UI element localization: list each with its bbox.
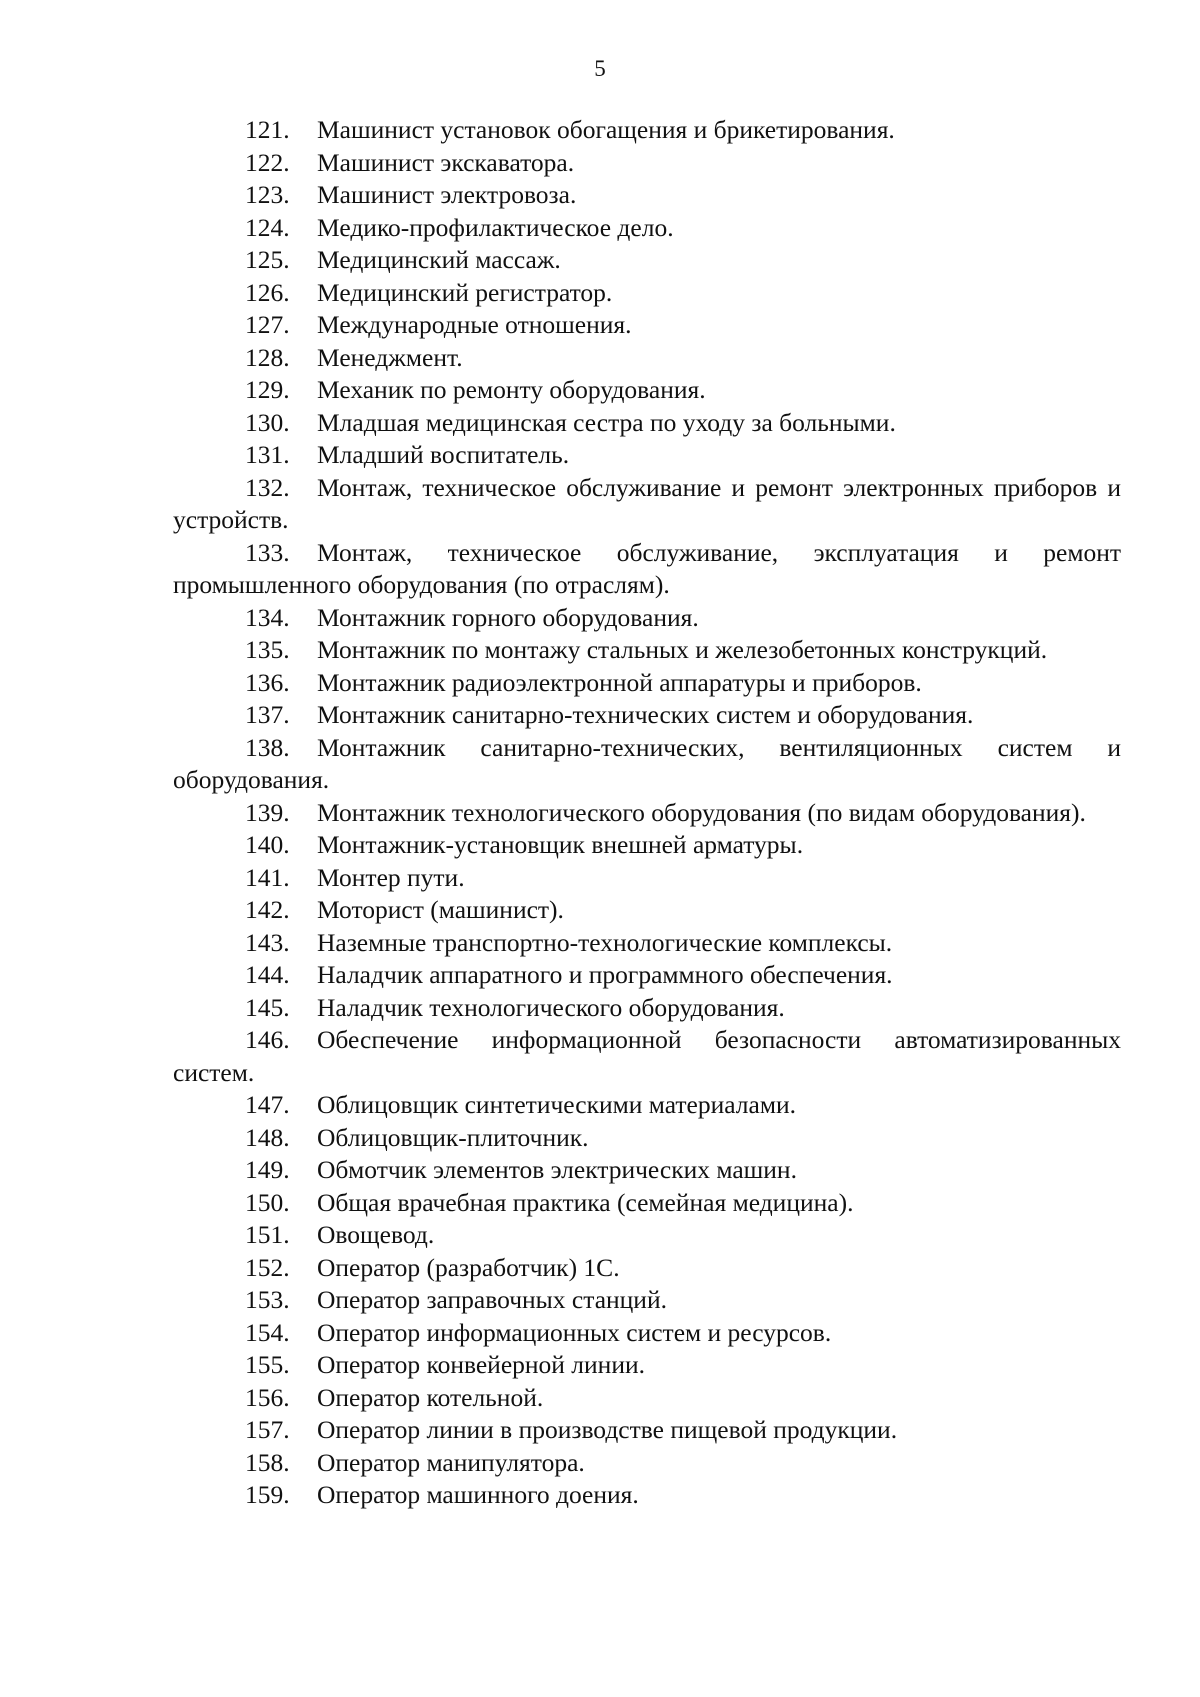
item-text: Механик по ремонту оборудования. xyxy=(317,375,706,404)
item-text: Менеджмент. xyxy=(317,342,463,372)
item-number: 138. xyxy=(245,732,290,762)
list-item xyxy=(173,472,1121,537)
item-number: 132. xyxy=(245,472,290,502)
item-number: 148. xyxy=(245,1122,290,1152)
page-number: 5 xyxy=(594,56,606,81)
item-text: Монтер пути. xyxy=(317,862,465,892)
list-item xyxy=(173,1219,1121,1252)
item-number: 136. xyxy=(245,667,290,697)
item-number: 126. xyxy=(245,277,290,307)
list-item xyxy=(173,1382,1121,1415)
item-number: 121. xyxy=(245,115,290,144)
list-item xyxy=(173,699,1121,732)
item-text: Монтажник санитарно-технических, вентиляционных систем и оборудования. xyxy=(173,732,1121,794)
item-text: Машинист электровоза. xyxy=(317,180,577,209)
item-number: 131. xyxy=(245,440,290,469)
list-item xyxy=(173,1447,1121,1480)
item-text: Медицинский массаж. xyxy=(317,245,561,274)
list-item xyxy=(173,1414,1121,1447)
item-text: Монтажник горного оборудования. xyxy=(317,602,699,632)
list-item xyxy=(173,1089,1121,1122)
list-item xyxy=(173,1349,1121,1382)
list-item xyxy=(173,179,1121,212)
item-text: Оператор заправочных станций. xyxy=(317,1285,667,1314)
item-number: 150. xyxy=(245,1187,290,1217)
item-number: 145. xyxy=(245,992,290,1022)
item-number: 155. xyxy=(245,1350,290,1379)
profession-list xyxy=(173,114,1121,1512)
list-item xyxy=(173,829,1121,862)
list-item xyxy=(173,634,1121,667)
list-item xyxy=(173,862,1121,895)
item-text: Оператор конвейерной линии. xyxy=(317,1350,645,1379)
item-number: 142. xyxy=(245,895,290,924)
item-number: 154. xyxy=(245,1317,290,1347)
list-item xyxy=(173,602,1121,635)
item-text: Младший воспитатель. xyxy=(317,440,570,469)
item-number: 141. xyxy=(245,862,290,892)
item-text: Общая врачебная практика (семейная медицина). xyxy=(317,1187,854,1217)
list-item xyxy=(173,1122,1121,1155)
list-item xyxy=(173,1479,1121,1512)
item-text: Монтажник радиоэлектронной аппаратуры и приборов. xyxy=(317,667,922,697)
item-text: Моторист (машинист). xyxy=(317,895,564,924)
item-number: 147. xyxy=(245,1090,290,1119)
item-number: 143. xyxy=(245,927,290,957)
item-number: 157. xyxy=(245,1415,290,1444)
item-text: Монтажник санитарно-технических систем и оборудования. xyxy=(317,700,974,729)
list-item xyxy=(173,1024,1121,1089)
item-text: Оператор машинного доения. xyxy=(317,1480,639,1509)
item-text: Машинист экскаватора. xyxy=(317,147,575,177)
item-number: 127. xyxy=(245,310,290,339)
item-text: Медико-профилактическое дело. xyxy=(317,212,674,242)
list-item xyxy=(173,374,1121,407)
list-item xyxy=(173,212,1121,245)
list-item xyxy=(173,277,1121,310)
list-item xyxy=(173,992,1121,1025)
item-number: 140. xyxy=(245,830,290,859)
item-text: Овощевод. xyxy=(317,1220,435,1249)
item-text: Младшая медицинская сестра по уходу за больными. xyxy=(317,407,896,437)
item-text: Облицовщик синтетическими материалами. xyxy=(317,1090,796,1119)
item-number: 130. xyxy=(245,407,290,437)
list-item xyxy=(173,439,1121,472)
list-item xyxy=(173,147,1121,180)
item-number: 128. xyxy=(245,342,290,372)
item-text: Монтажник по монтажу стальных и железобетонных конструкций. xyxy=(317,635,1048,664)
item-text: Оператор котельной. xyxy=(317,1382,544,1412)
item-number: 146. xyxy=(245,1025,290,1054)
item-number: 158. xyxy=(245,1447,290,1477)
item-number: 139. xyxy=(245,797,290,827)
item-text: Машинист установок обогащения и брикетирования. xyxy=(317,115,895,144)
item-text: Наладчик аппаратного и программного обеспечения. xyxy=(317,960,893,989)
list-item xyxy=(173,244,1121,277)
list-item xyxy=(173,732,1121,797)
item-number: 129. xyxy=(245,375,290,404)
item-number: 149. xyxy=(245,1155,290,1184)
list-item xyxy=(173,1252,1121,1285)
list-item xyxy=(173,342,1121,375)
list-item xyxy=(173,797,1121,830)
item-text: Монтаж, техническое обслуживание, эксплуатация и ремонт промышленного оборудования (по отраслям). xyxy=(173,537,1121,599)
list-item xyxy=(173,959,1121,992)
item-text: Международные отношения. xyxy=(317,310,632,339)
item-text: Медицинский регистратор. xyxy=(317,277,613,307)
list-item xyxy=(173,894,1121,927)
item-number: 122. xyxy=(245,147,290,177)
list-item xyxy=(173,407,1121,440)
item-number: 152. xyxy=(245,1252,290,1282)
item-text: Монтажник-установщик внешней арматуры. xyxy=(317,830,804,859)
item-number: 133. xyxy=(245,537,290,567)
item-text: Обмотчик элементов электрических машин. xyxy=(317,1155,797,1184)
list-item xyxy=(173,537,1121,602)
list-item xyxy=(173,1154,1121,1187)
item-number: 123. xyxy=(245,180,290,209)
item-number: 151. xyxy=(245,1220,290,1249)
list-item xyxy=(173,667,1121,700)
item-text: Оператор информационных систем и ресурсов. xyxy=(317,1317,832,1347)
list-item xyxy=(173,1317,1121,1350)
item-number: 156. xyxy=(245,1382,290,1412)
list-item xyxy=(173,1187,1121,1220)
item-text: Наземные транспортно-технологические комплексы. xyxy=(317,927,893,957)
list-item xyxy=(173,1284,1121,1317)
item-text: Оператор манипулятора. xyxy=(317,1447,585,1477)
item-text: Оператор (разработчик) 1С. xyxy=(317,1252,620,1282)
list-item xyxy=(173,309,1121,342)
item-text: Монтажник технологического оборудования (по видам оборудования). xyxy=(317,797,1086,827)
item-number: 134. xyxy=(245,602,290,632)
item-number: 153. xyxy=(245,1285,290,1314)
list-item xyxy=(173,927,1121,960)
item-text: Облицовщик-плиточник. xyxy=(317,1122,589,1152)
item-number: 125. xyxy=(245,245,290,274)
item-text: Наладчик технологического оборудования. xyxy=(317,992,785,1022)
item-text: Оператор линии в производстве пищевой продукции. xyxy=(317,1415,898,1444)
item-number: 144. xyxy=(245,960,290,989)
item-number: 137. xyxy=(245,700,290,729)
item-number: 124. xyxy=(245,212,290,242)
item-text: Монтаж, техническое обслуживание и ремонт электронных приборов и устройств. xyxy=(173,472,1121,534)
list-item xyxy=(173,114,1121,147)
item-number: 135. xyxy=(245,635,290,664)
item-text: Обеспечение информационной безопасности автоматизированных систем. xyxy=(173,1025,1121,1087)
item-number: 159. xyxy=(245,1480,290,1509)
